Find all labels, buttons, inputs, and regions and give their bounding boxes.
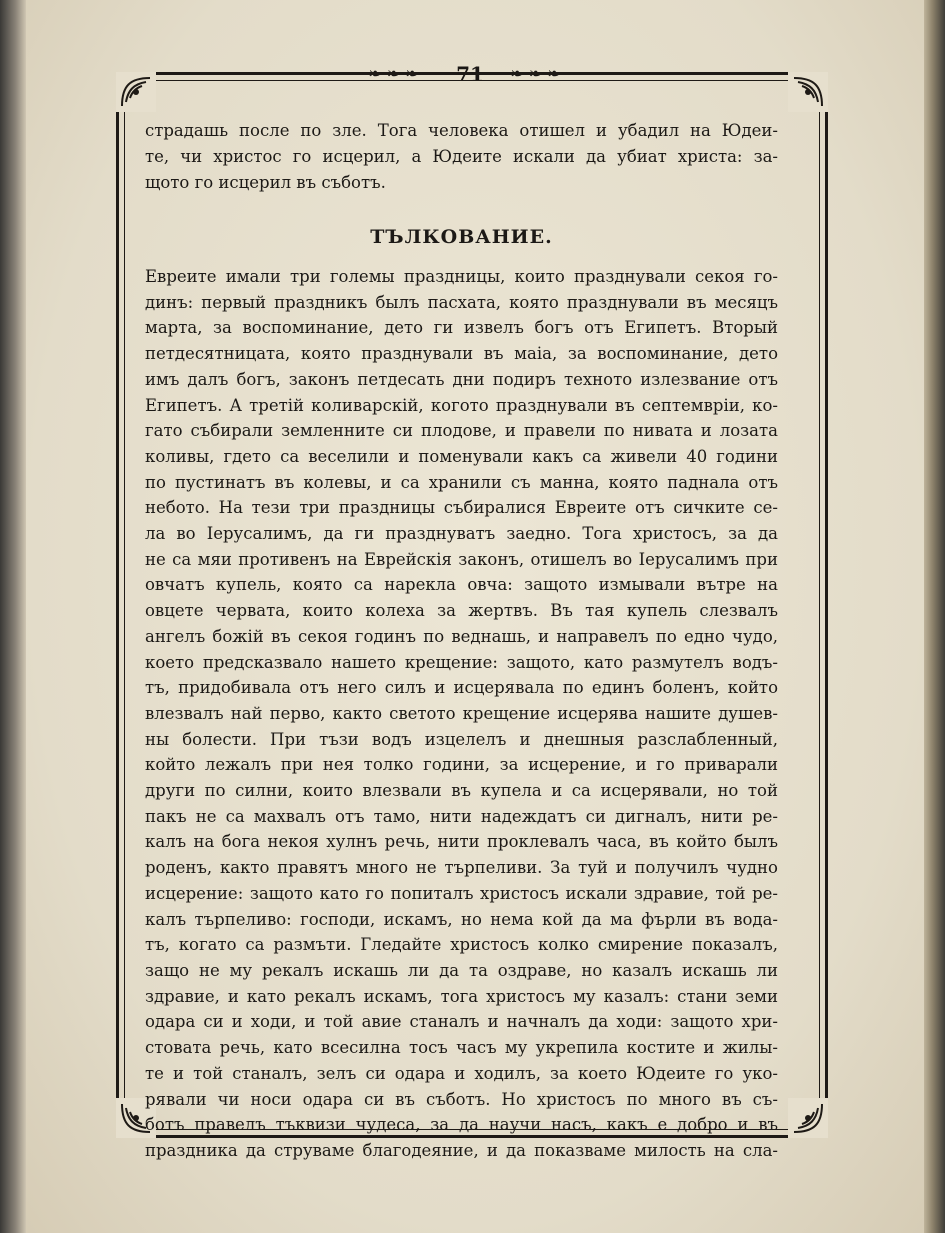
text-line: рявали чи носи одара си въ съботъ. Но христосъ по много въ съ-: [145, 1089, 778, 1109]
text-line: овчатъ купель, която са нарекла овча: защото измывали вътре на: [145, 575, 778, 595]
text-line: Евреите имали три големы праздницы, които празднували секоя го-: [145, 267, 778, 286]
text-line: щото го исцерил въ съботъ.: [145, 173, 386, 192]
text-line: ботъ правелъ тъквизи чудеса, за да научи насъ, какъ е добро и въ: [145, 1115, 778, 1135]
text-line: тъ, придобивала отъ него силъ и исцерявала по единъ боленъ, който: [145, 678, 778, 698]
section-heading: ТЪЛКОВАНИЕ.: [370, 226, 553, 248]
intro-paragraph: [145, 118, 778, 196]
text-line: те и той станалъ, зелъ си одара и ходилъ, за което Юдеите го уко-: [145, 1063, 778, 1083]
corner-ornament-top-right: [788, 72, 828, 112]
text-line: овцете червата, които колеха за жертвъ. Въ тая купель слезвалъ: [145, 601, 778, 621]
corner-ornament-bottom-right: [788, 1098, 828, 1138]
text-line: стовата речь, като всесилна тосъ часъ му укрепила костите и жилы-: [145, 1038, 778, 1058]
text-line: марта, за воспоминание, дето ги извелъ богъ отъ Египетъ. Вторый: [145, 318, 778, 338]
body-paragraph: [145, 264, 778, 1164]
text-line: гато събирали земленните си плодове, и правели по нивата и лозата: [145, 421, 778, 441]
text-line: здравие, и като рекалъ искамъ, тога христосъ му казалъ: стани земи: [145, 986, 778, 1006]
text-line: тъ, когато са размъти. Гледайте христосъ колко смирение показалъ,: [145, 935, 778, 955]
text-line: небото. На тези три праздницы събиралися Евреите отъ сичките се-: [145, 498, 778, 518]
text-line: по пустинатъ въ колевы, и са хранили съ манна, която паднала отъ: [145, 472, 778, 492]
text-line: влезвалъ най перво, както светото крещение исцерява нашите душев-: [145, 703, 778, 723]
text-line: те, чи христос го исцерил, а Юдеите искали да убиат христа: за-: [145, 147, 778, 166]
text-line: калъ търпеливо: господи, искамъ, но нема кой да ма фърли въ вода-: [145, 909, 778, 929]
page-edge: [924, 0, 945, 1233]
text-line: което предсказвало нашето крещение: защото, като размутелъ водъ-: [145, 652, 778, 672]
text-line: ла во Iерусалимъ, да ги празднуватъ заедно. Тога христосъ, за да: [145, 524, 778, 544]
text-line: исцерение: защото като го попиталъ христосъ искали здравие, той ре-: [145, 883, 778, 903]
ornament-left: ❧ ❧ ❧: [368, 64, 419, 83]
text-line: ны болести. При тъзи водъ изцелелъ и днешныя разслабленный,: [145, 729, 778, 749]
book-gutter: [0, 0, 26, 1233]
text-line: Египетъ. А третiй коливарскiй, когото празднували въ септемврiи, ко-: [145, 395, 778, 415]
text-line: роденъ, както правятъ много не търпеливи. За туй и получилъ чудно: [145, 858, 778, 878]
text-line: който лежалъ при нея толко години, за исцерение, и го приварали: [145, 755, 778, 775]
text-line: защо не му рекалъ искашь ли да та оздраве, но казалъ искашь ли: [145, 960, 778, 980]
text-line: динъ: первый праздникъ былъ пасхата, която празднували въ месяцъ: [145, 292, 778, 312]
text-line: коливы, гдето са веселили и поменували какъ са живели 40 години: [145, 446, 778, 466]
text-line: ангелъ божiй въ секоя годинъ по веднашь, и направелъ по едно чудо,: [145, 626, 778, 646]
page-number: 71: [456, 62, 484, 86]
text-line: петдесятницата, която празднували въ маia, за воспоминание, дето: [145, 344, 778, 364]
text-line: одара си и ходи, и той авие станалъ и начналъ да ходи: защото хри-: [145, 1012, 778, 1032]
text-line: калъ на бога некоя хулнъ речь, нити проклевалъ часа, въ който былъ: [145, 832, 778, 852]
ornament-right: ❧ ❧ ❧: [510, 64, 561, 83]
text-line: праздника да струваме благодеяние, и да показваме милость на сла-: [145, 1140, 778, 1160]
text-line: не са мяи противенъ на Еврейскiя законъ, отишелъ во Iерусалимъ при: [145, 549, 778, 569]
corner-ornament-top-left: [116, 72, 156, 112]
text-line: имъ далъ богъ, законъ петдесать дни подиръ техното излезвание отъ: [145, 369, 778, 389]
text-line: други по силни, които влезвали въ купела и са исцерявали, но той: [145, 781, 778, 801]
text-line: страдашь после по зле. Тога человека отишел и убадил на Юдеи-: [145, 121, 778, 140]
text-line: пакъ не са махвалъ отъ тамо, нити надеждатъ си дигналъ, нити ре-: [145, 806, 778, 826]
